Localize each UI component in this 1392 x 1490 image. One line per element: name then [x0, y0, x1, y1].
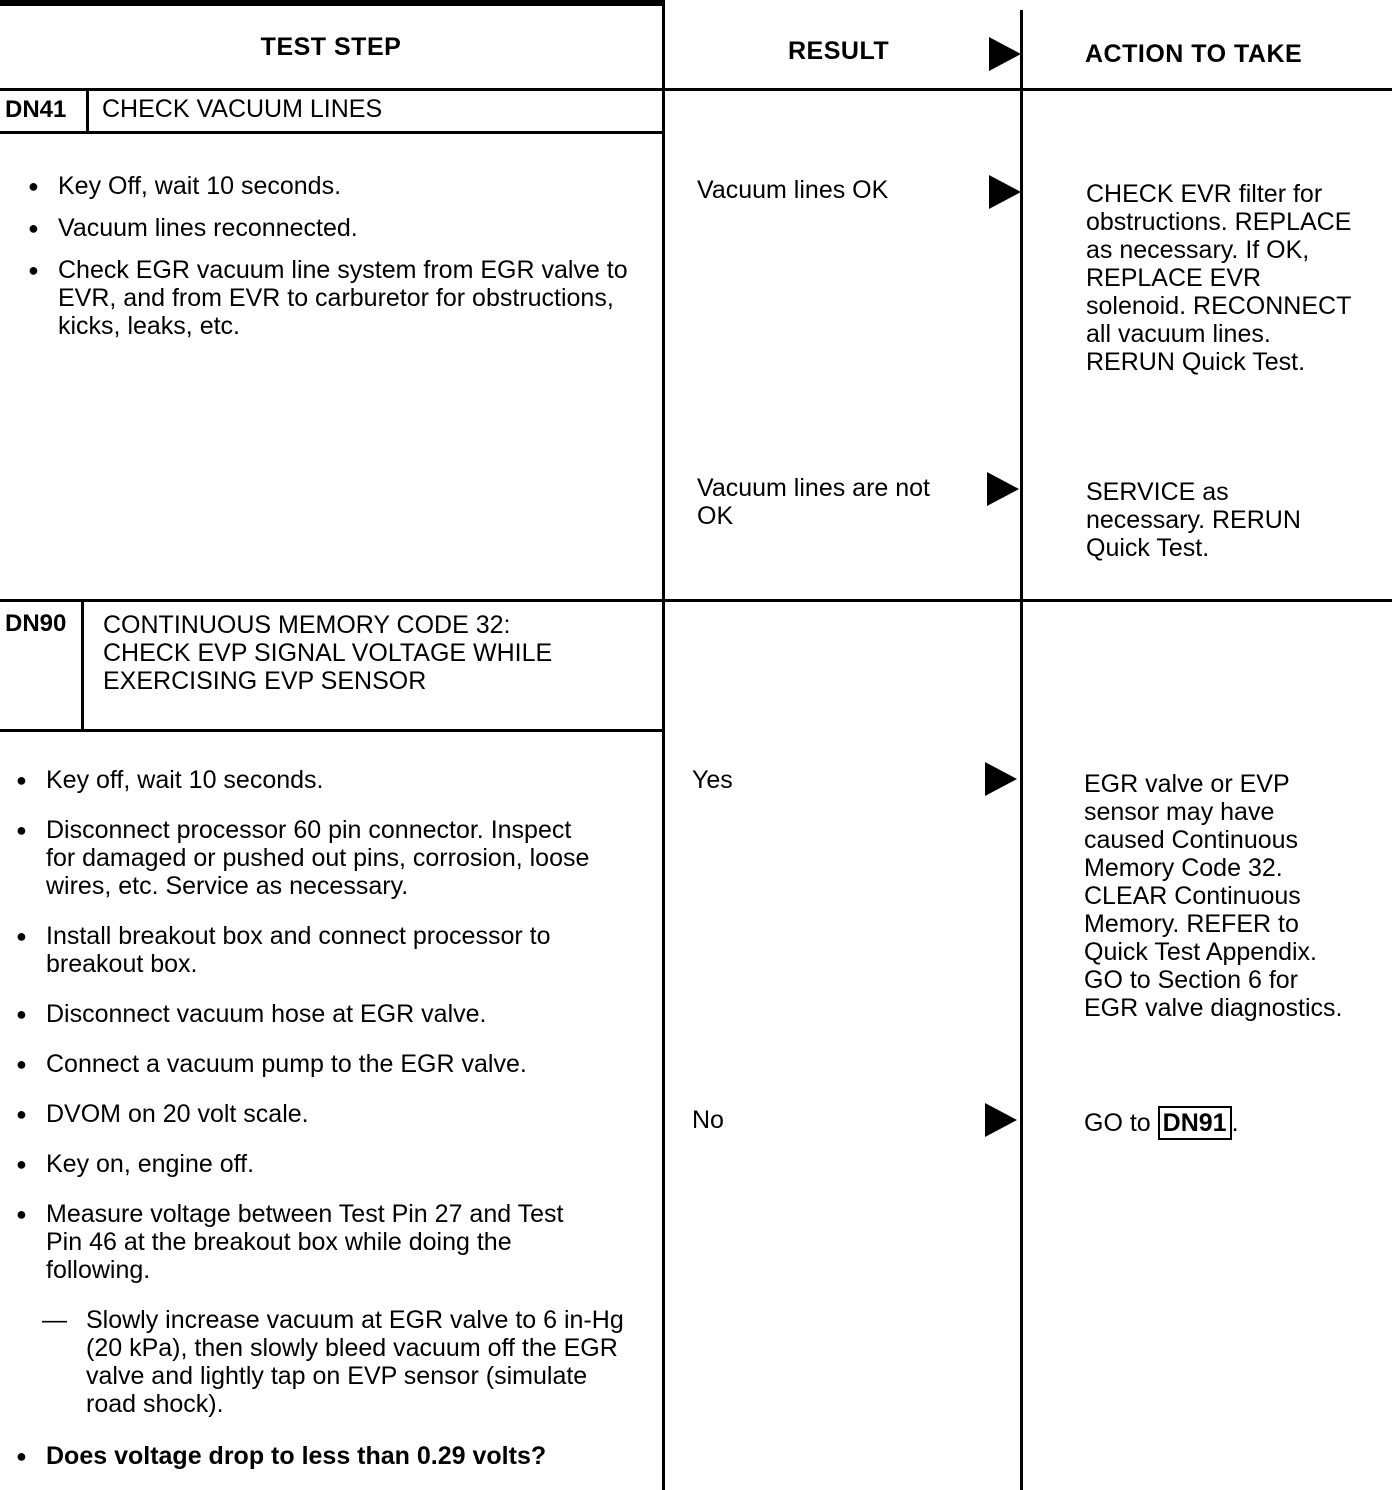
- section-divider-rule: [0, 599, 1392, 602]
- dn41-result-not-ok: Vacuum lines are not OK: [697, 474, 930, 530]
- list-item: ● Key on, engine off.: [16, 1150, 636, 1178]
- header-action-to-take: ACTION TO TAKE: [1085, 40, 1303, 68]
- dn90-result-yes: Yes: [692, 766, 733, 794]
- arrow-icon: [987, 472, 1019, 506]
- list-item: ● Key off, wait 10 seconds.: [16, 766, 636, 794]
- dn41-step-title: CHECK VACUUM LINES: [102, 95, 383, 123]
- list-item-substep: — Slowly increase vacuum at EGR valve to 6 in-Hg (20 kPa), then slowly bleed vacuum off the EGR valve and lightly tap on EVP sensor (simulate road shock).: [16, 1306, 636, 1418]
- dn41-action-ok: CHECK EVR filter for obstructions. REPLACE as necessary. If OK, REPLACE EVR solenoid. RECONNECT all vacuum lines. RERUN Quick Test.: [1086, 180, 1352, 376]
- header-test-step: TEST STEP: [260, 33, 402, 61]
- dn41-step-list: [28, 172, 628, 340]
- dn90-step-title: CONTINUOUS MEMORY CODE 32: CHECK EVP SIGNAL VOLTAGE WHILE EXERCISING EVP SENSOR: [103, 611, 553, 695]
- step-reference-dn91: DN91: [1158, 1106, 1232, 1140]
- arrow-icon: [989, 175, 1021, 209]
- dn90-result-no: No: [692, 1106, 724, 1134]
- column-divider-result: [662, 6, 665, 1490]
- list-item: ● Check EGR vacuum line system from EGR valve to EVR, and from EVR to carburetor for obstructions, kicks, leaks, etc.: [28, 256, 628, 340]
- top-rule: [0, 0, 665, 6]
- column-divider-action: [1020, 10, 1023, 1490]
- list-item: ● Disconnect vacuum hose at EGR valve.: [16, 1000, 636, 1028]
- header-result: RESULT: [788, 37, 890, 65]
- arrow-icon: [985, 1103, 1017, 1137]
- list-item: ● Vacuum lines reconnected.: [28, 214, 628, 242]
- dn41-step-code: DN41: [5, 96, 67, 123]
- list-item: ● Connect a vacuum pump to the EGR valve.: [16, 1050, 636, 1078]
- list-item: ● DVOM on 20 volt scale.: [16, 1100, 636, 1128]
- list-item: ● Install breakout box and connect processor to breakout box.: [16, 922, 636, 978]
- dn41-result-ok: Vacuum lines OK: [697, 176, 889, 204]
- list-item: ● Disconnect processor 60 pin connector. Inspect for damaged or pushed out pins, corrosion, loose wires, etc. Service as necessary.: [16, 816, 636, 900]
- dn41-title-rule: [0, 131, 665, 134]
- dn90-action-no: [1084, 1106, 1239, 1140]
- arrow-icon: [985, 762, 1017, 796]
- dn90-step-code: DN90: [5, 610, 67, 637]
- dn90-code-divider: [81, 601, 84, 731]
- list-item: ● Measure voltage between Test Pin 27 and Test Pin 46 at the breakout box while doing the following.: [16, 1200, 636, 1284]
- list-item: ● Key Off, wait 10 seconds.: [28, 172, 628, 200]
- dn90-step-list: [16, 766, 636, 1470]
- dn90-action-yes: EGR valve or EVP sensor may have caused Continuous Memory Code 32. CLEAR Continuous Memory. REFER to Quick Test Appendix. GO to Section 6 for EGR valve diagnostics.: [1084, 770, 1343, 1022]
- arrow-icon: [989, 37, 1021, 71]
- header-bottom-rule: [0, 88, 1392, 91]
- action-suffix: .: [1231, 1109, 1239, 1137]
- dn90-title-rule: [0, 729, 665, 732]
- dn41-code-divider: [86, 90, 89, 132]
- dn41-action-not-ok: SERVICE as necessary. RERUN Quick Test.: [1086, 478, 1301, 562]
- list-item-question: ● Does voltage drop to less than 0.29 volts?: [16, 1442, 636, 1470]
- action-prefix: GO to: [1084, 1109, 1151, 1137]
